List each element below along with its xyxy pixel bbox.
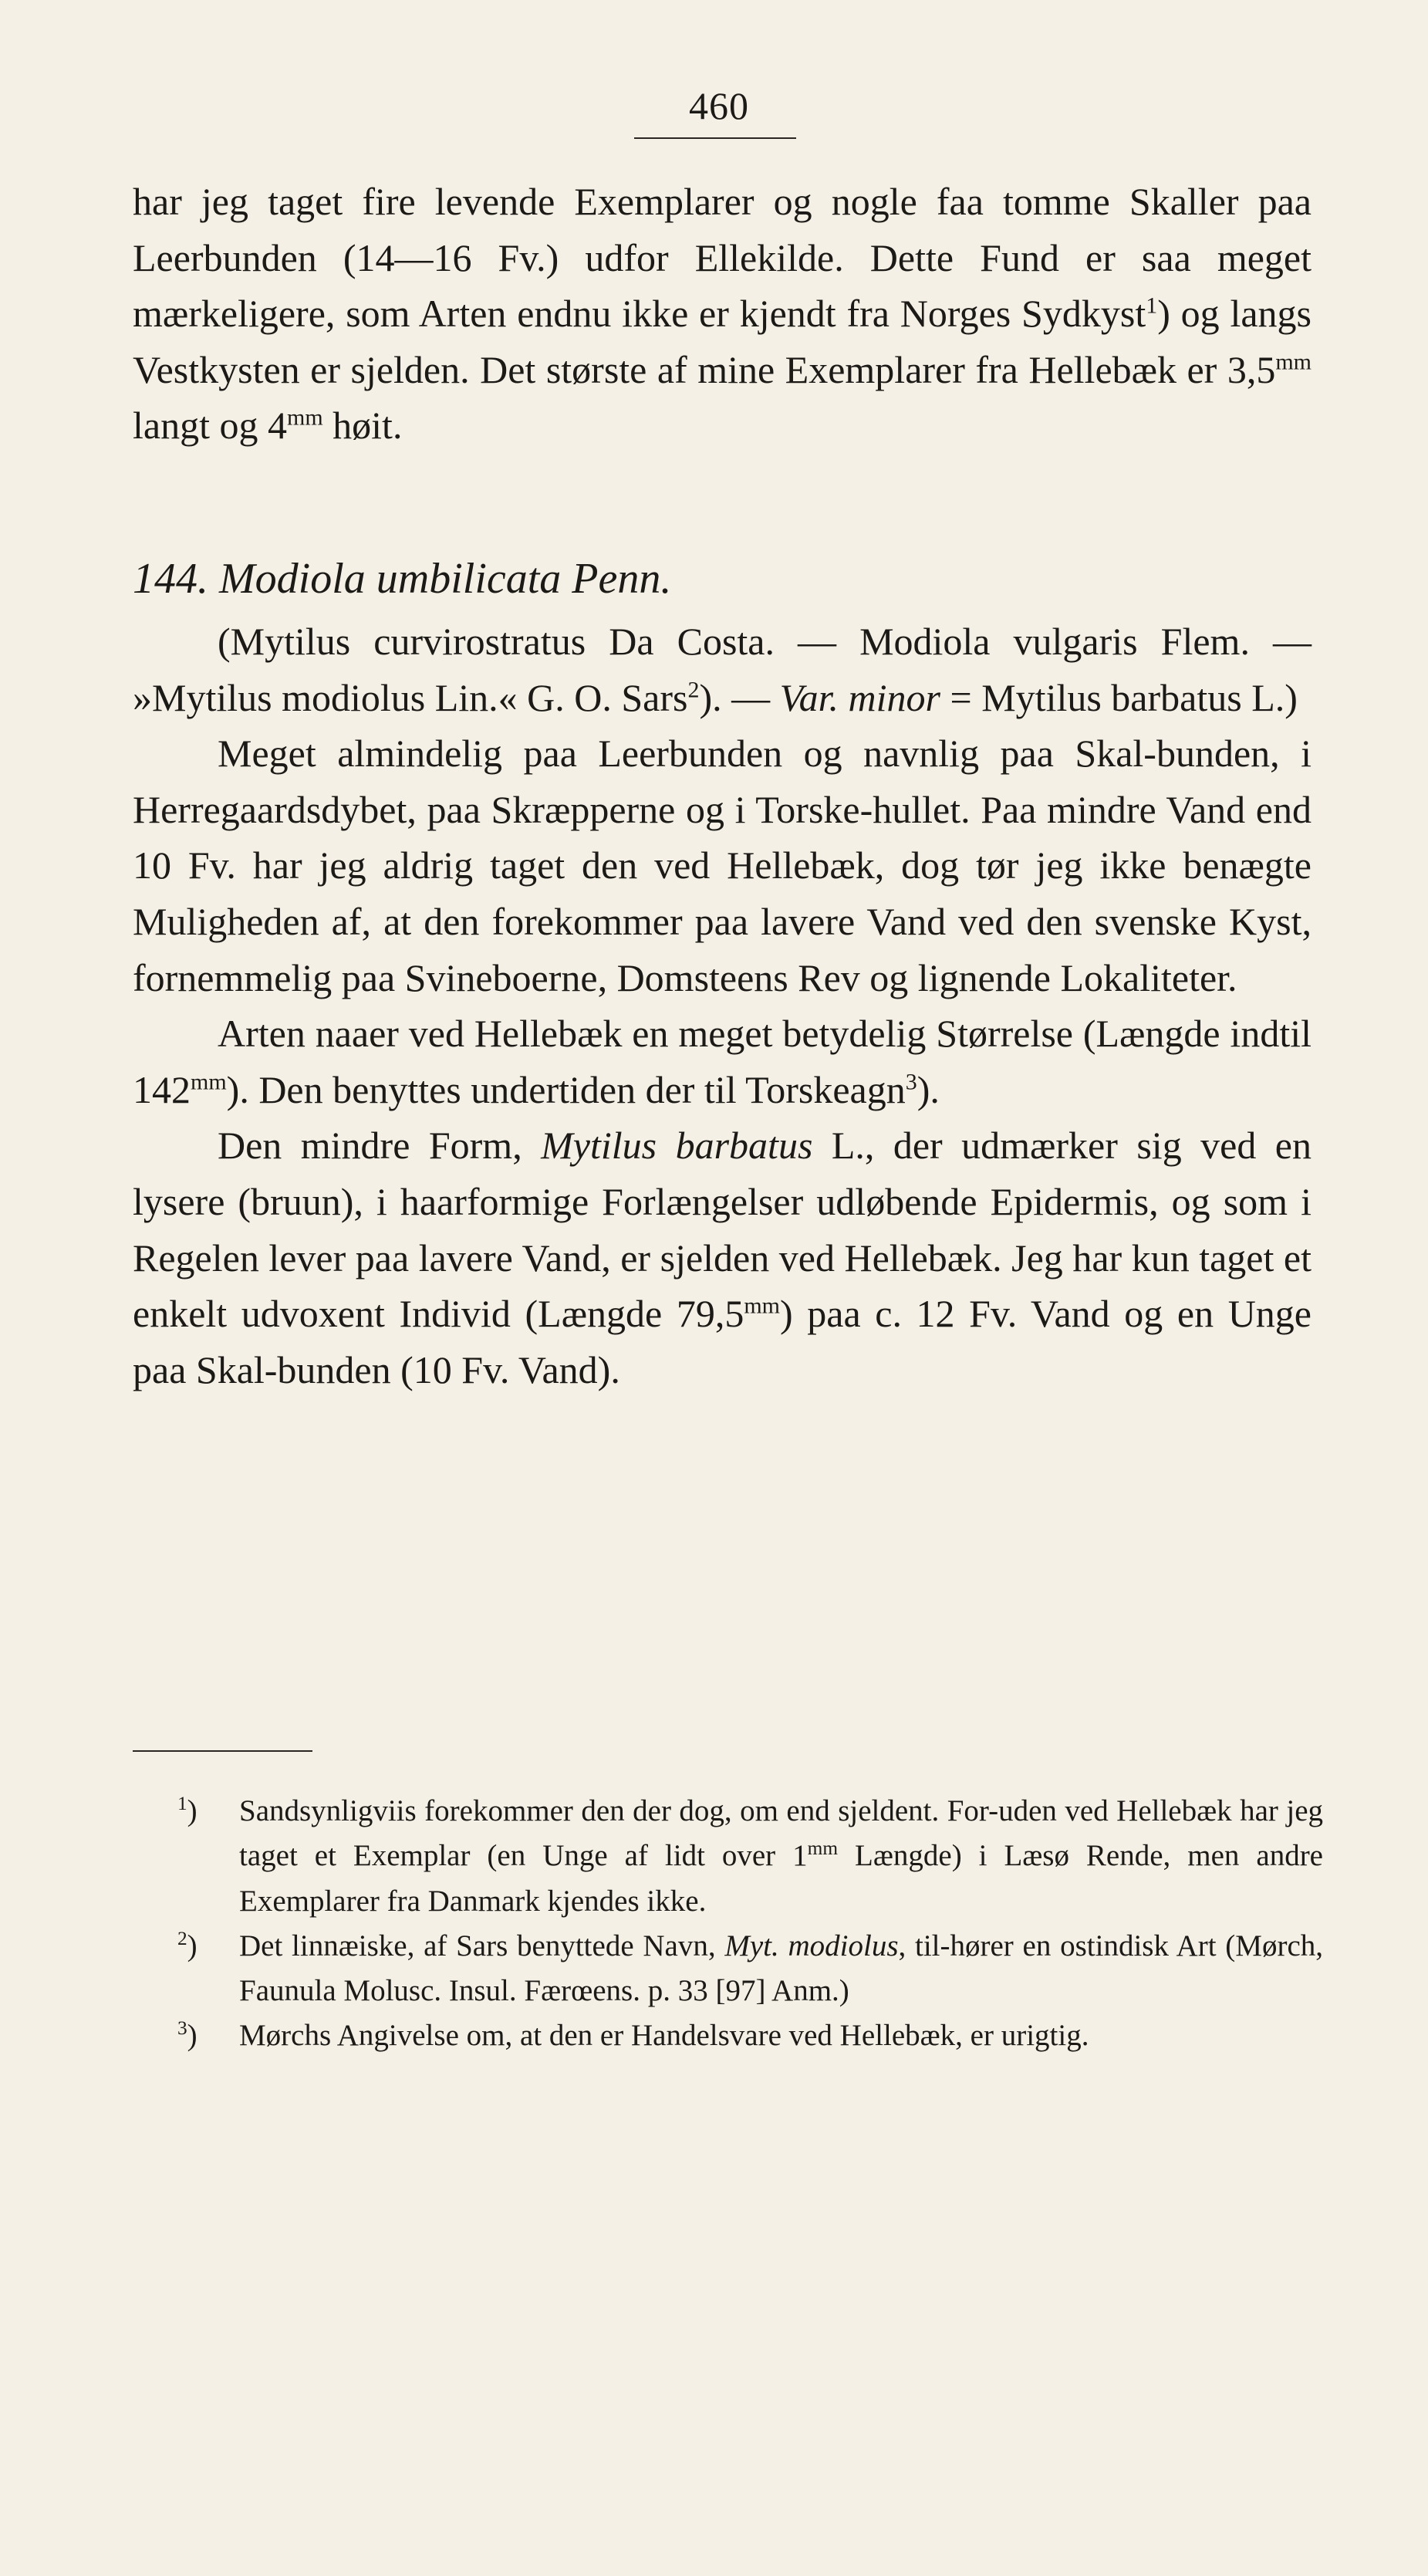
footnote-2-text-2: , til-hører en ostindisk Art (Mørch, Faunula Molusc. Insul. Færœens. p. 33 [97] Anm.)	[239, 1929, 1324, 2008]
top-line-5b: langt	[133, 404, 210, 448]
footnote-ref-1[interactable]: 1	[1146, 292, 1158, 319]
footnote-2-text: Det linnæiske, af Sars benyttede Navn,	[239, 1929, 725, 1962]
footnote-number: 1	[177, 1793, 187, 1814]
paragraph-1: Meget almindelig paa Leerbunden og navnlig paa Skal-bunden, i Herregaardsdybet, paa Skræpperne og i Torske-hullet. Paa mindre Vand end 10 Fv. har jeg aldrig taget den ved Hellebæk, dog tør jeg ikke benægte Muligheden af, at den forekommer paa lavere Vand ved den svenske Kyst, fornemmelig paa Svineboerne, Domsteens Rev og lignende Lokaliteter.	[133, 732, 1312, 999]
unit-mm: mm	[807, 1837, 839, 1860]
top-line-4a: kjendt fra Norges Sydkyst	[739, 292, 1146, 336]
footnote-mark-3: $^3$)	[177, 2017, 197, 2053]
footnote-ref-2[interactable]: 2	[687, 676, 700, 702]
species-heading: 144. Modiola umbilicata Penn.	[133, 555, 672, 603]
top-line-3: Fund er saa meget mærkeligere, som Arten endnu ikke er	[133, 235, 1312, 336]
footnote-1-text: Sandsynligviis forekommer den der dog, om end sjeldent. For-uden ved Hellebæk har jeg taget et Exemplar (en Unge af lidt over 1	[239, 1794, 1323, 1873]
footnote-3-text: Mørchs Angivelse om, at den er Handelsvare ved Hellebæk, er urigtig.	[239, 2019, 1089, 2053]
top-line-6a: og 4	[219, 404, 287, 448]
footnote-1	[177, 1789, 1323, 1924]
unit-mm: mm	[191, 1069, 227, 1095]
unit-mm: mm	[1275, 349, 1312, 375]
unit-mm: mm	[286, 404, 323, 431]
synonymy-text: (Mytilus curvirostratus Da Costa. — Modiola vulgaris Flem. — »Mytilus modiolus Lin.« G. O. Sars	[133, 620, 1312, 719]
species-name: Mytilus barbatus	[541, 1124, 813, 1168]
synonymy	[133, 614, 1312, 725]
top-line-5a: Det største af mine Exemplarer fra Hellebæk er 3,5	[480, 347, 1276, 391]
paragraph-3-text-3: ) paa c. 12 Fv. Vand og en Unge paa Skal-bunden (10 Fv. Vand).	[133, 1292, 1312, 1391]
footnote-1-text-2: Længde) i Læsø Rende, men andre Exemplarer fra Danmark kjendes ikke.	[239, 1839, 1323, 1918]
top-line-1: har jeg taget fire levende Exemplarer og nogle faa tomme	[133, 180, 1110, 223]
paragraph-3-text: Den mindre Form,	[218, 1124, 542, 1168]
main-body	[133, 614, 1312, 1398]
synonymy-text-2: ). —	[699, 675, 780, 719]
page-number-underline	[634, 137, 796, 139]
footnote-number: 3	[177, 2017, 187, 2040]
page-number: 460	[689, 84, 749, 127]
paragraph-2-text-3: ).	[917, 1067, 940, 1111]
footnotes	[177, 1789, 1323, 2059]
paragraph-2-text-2: ). Den benyttes undertiden der til Torskeagn	[226, 1067, 906, 1111]
unit-mm: mm	[744, 1293, 781, 1319]
top-paragraph	[133, 174, 1312, 454]
top-line-4b: ) og langs Vestkysten er sjelden.	[133, 292, 1312, 391]
footnote-3	[177, 2013, 1323, 2058]
paragraph-3-text-2: L., der udmærker sig ved en lysere (bruun), i haarformige Forlængelser udløbende Epidermis, og som i Regelen lever paa lavere Vand, er sjelden ved Hellebæk. Jeg har kun taget et enkelt udvoxent Individ (Længde 79,5	[133, 1124, 1312, 1336]
paragraph-2-text: Arten naaer ved Hellebæk en meget betydelig Størrelse (Længde indtil 142	[133, 1012, 1312, 1111]
top-line-6b: høit.	[322, 404, 403, 448]
paragraph-2	[133, 1006, 1312, 1117]
footnote-separator	[133, 1750, 312, 1752]
footnote-number: 2	[177, 1927, 187, 1949]
top-line-2: Skaller paa Leerbunden (14—16 Fv.) udfor Ellekilde. Dette	[133, 180, 1312, 279]
species-name: Myt. modiolus	[724, 1929, 899, 1962]
variety-label: Var. minor	[779, 675, 941, 719]
synonymy-text-3: = Mytilus barbatus L.)	[940, 675, 1298, 719]
footnote-mark-1: $^1$)	[177, 1793, 197, 1827]
footnote-ref-3[interactable]: 3	[905, 1069, 917, 1095]
footnote-2	[177, 1924, 1323, 2014]
footnote-mark-2: $^2$)	[177, 1927, 197, 1962]
paragraph-3	[133, 1117, 1312, 1398]
